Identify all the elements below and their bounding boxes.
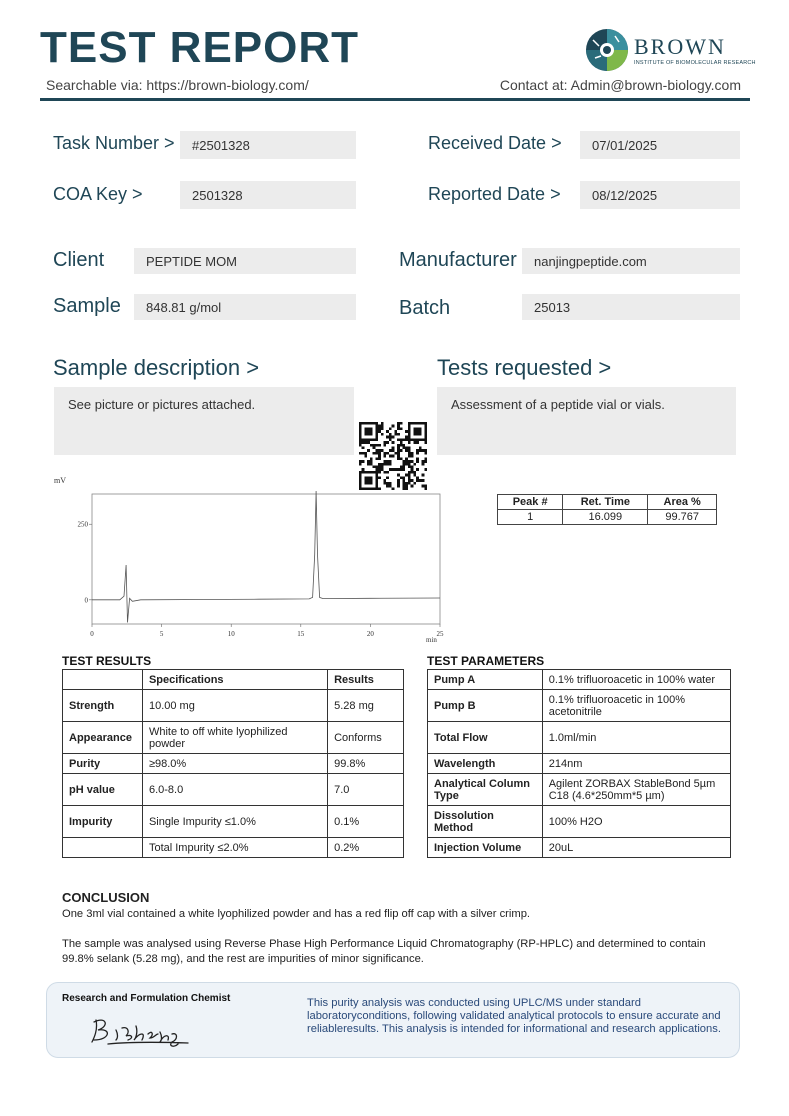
- brand-tagline: INSTITUTE OF BIOMOLECULAR RESEARCH: [634, 60, 756, 66]
- y-axis-label: mV: [54, 476, 66, 485]
- signature-image: [88, 1012, 198, 1050]
- footer-disclaimer: This purity analysis was conducted using UPLC/MS under standard laboratoryconditions, following validated analytical protocols to ensure accurate and reliableresults. This analysis is intended for informational and research applications.: [307, 997, 721, 1035]
- brown-logo-icon: [585, 28, 629, 72]
- peak-header: Peak #: [498, 495, 563, 510]
- header-cell: [63, 670, 143, 690]
- header-cell: Results: [328, 670, 404, 690]
- table-row: [63, 670, 404, 690]
- table-row: [428, 754, 731, 774]
- batch-value: 25013: [522, 294, 740, 320]
- result-label-cell: pH value: [63, 774, 143, 806]
- ret-time-header: Ret. Time: [563, 495, 648, 510]
- sample-description-heading: Sample description >: [53, 355, 260, 380]
- test-parameters-wrapper: [427, 669, 731, 858]
- chromatogram-series-line: [92, 491, 440, 623]
- param-value-cell: 1.0ml/min: [542, 722, 730, 754]
- result-cell: 0.2%: [328, 838, 404, 858]
- test-parameters-table: [427, 669, 731, 858]
- peak-table: [497, 494, 717, 525]
- spec-cell: Total Impurity ≤2.0%: [142, 838, 327, 858]
- param-value-cell: 100% H2O: [542, 806, 730, 838]
- plot-frame: [92, 494, 440, 624]
- result-label-cell: Purity: [63, 754, 143, 774]
- x-tick-label: 0: [90, 630, 94, 638]
- conclusion-line-2: The sample was analysed using Reverse Phase High Performance Liquid Chromatography (RP-HPLC) and determined to contain 99.8% selank (5.28 mg), and the rest are impurities of minor significance.: [62, 938, 706, 965]
- chromatogram-chart: [40, 470, 450, 645]
- param-value-cell: 0.1% trifluoroacetic in 100% acetonitrile: [542, 690, 730, 722]
- header-cell: Specifications: [142, 670, 327, 690]
- sample-description-text: See picture or pictures attached.: [68, 397, 256, 412]
- tests-requested-text: Assessment of a peptide vial or vials.: [451, 397, 665, 412]
- peak-table-wrapper: [497, 494, 717, 525]
- x-tick-label: 25: [436, 630, 444, 638]
- table-row: [63, 690, 404, 722]
- x-tick-label: 20: [366, 630, 374, 638]
- table-row: [63, 838, 404, 858]
- result-cell: 7.0: [328, 774, 404, 806]
- param-value-cell: Agilent ZORBAX StableBond 5µm C18 (4.6*250mm*5 µm): [542, 774, 730, 806]
- table-row: [428, 774, 731, 806]
- received-date-label: Received Date >: [428, 133, 562, 153]
- task-number-value: #2501328: [180, 131, 356, 159]
- param-value-cell: 0.1% trifluoroacetic in 100% water: [542, 670, 730, 690]
- area-percent-header: Area %: [648, 495, 717, 510]
- table-row: [63, 806, 404, 838]
- param-label-cell: Pump A: [428, 670, 543, 690]
- tests-requested-box: [437, 387, 736, 455]
- contact-email-text[interactable]: Contact at: Admin@brown-biology.com: [499, 77, 741, 93]
- table-row: [428, 838, 731, 858]
- result-cell: Conforms: [328, 722, 404, 754]
- manufacturer-value: nanjingpeptide.com: [522, 248, 740, 274]
- report-title: TEST REPORT: [40, 23, 360, 72]
- peak-number-cell: 1: [498, 510, 563, 525]
- param-label-cell: Total Flow: [428, 722, 543, 754]
- task-number-label: Task Number >: [53, 133, 175, 153]
- param-label-cell: Wavelength: [428, 754, 543, 774]
- table-row: [63, 774, 404, 806]
- manufacturer-label: Manufacturer: [399, 249, 517, 271]
- conclusion-line-1: One 3ml vial contained a white lyophilized powder and has a red flip off cap with a silver crimp.: [62, 908, 531, 920]
- table-row: [428, 690, 731, 722]
- result-label-cell: Strength: [63, 690, 143, 722]
- test-results-table: [62, 669, 404, 858]
- result-cell: 99.8%: [328, 754, 404, 774]
- result-cell: 0.1%: [328, 806, 404, 838]
- tests-requested-heading: Tests requested >: [437, 355, 612, 380]
- param-label-cell: Dissolution Method: [428, 806, 543, 838]
- coa-key-label: COA Key >: [53, 184, 143, 204]
- param-value-cell: 20uL: [542, 838, 730, 858]
- table-row: [63, 722, 404, 754]
- header-divider: [40, 98, 750, 101]
- table-row: [498, 510, 717, 525]
- sample-description-box: [54, 387, 354, 455]
- table-row: [63, 754, 404, 774]
- test-parameters-title: TEST PARAMETERS: [427, 654, 545, 668]
- result-label-cell: Appearance: [63, 722, 143, 754]
- y-tick-label: 0: [84, 596, 88, 605]
- x-tick-label: 15: [297, 630, 305, 638]
- table-row: [428, 722, 731, 754]
- spec-cell: ≥98.0%: [142, 754, 327, 774]
- client-value: PEPTIDE MOM: [134, 248, 356, 274]
- param-label-cell: Injection Volume: [428, 838, 543, 858]
- param-label-cell: Pump B: [428, 690, 543, 722]
- ret-time-cell: 16.099: [563, 510, 648, 525]
- x-tick-label: 10: [227, 630, 235, 638]
- table-row: [428, 806, 731, 838]
- test-results-title: TEST RESULTS: [62, 654, 152, 668]
- spec-cell: White to off white lyophilized powder: [142, 722, 327, 754]
- result-label-cell: Impurity: [63, 806, 143, 838]
- searchable-link-text[interactable]: Searchable via: https://brown-biology.com/: [46, 77, 309, 93]
- conclusion-heading: CONCLUSION: [62, 890, 150, 905]
- result-label-cell: [63, 838, 143, 858]
- client-label: Client: [53, 249, 105, 271]
- x-tick-label: 5: [159, 630, 164, 638]
- param-label-cell: Analytical Column Type: [428, 774, 543, 806]
- x-axis-label: min: [426, 636, 437, 644]
- chemist-title: Research and Formulation Chemist: [62, 993, 231, 1004]
- reported-date-label: Reported Date >: [428, 184, 561, 204]
- area-percent-cell: 99.767: [648, 510, 717, 525]
- brand-name: BROWN: [634, 34, 726, 59]
- reported-date-value: 08/12/2025: [580, 181, 740, 209]
- spec-cell: 10.00 mg: [142, 690, 327, 722]
- sample-label: Sample: [53, 295, 121, 317]
- test-results-wrapper: [62, 669, 404, 858]
- result-cell: 5.28 mg: [328, 690, 404, 722]
- received-date-value: 07/01/2025: [580, 131, 740, 159]
- param-value-cell: 214nm: [542, 754, 730, 774]
- table-row: [428, 670, 731, 690]
- spec-cell: 6.0-8.0: [142, 774, 327, 806]
- coa-key-value: 2501328: [180, 181, 356, 209]
- y-tick-label: 250: [77, 520, 88, 529]
- spec-cell: Single Impurity ≤1.0%: [142, 806, 327, 838]
- sample-value: 848.81 g/mol: [134, 294, 356, 320]
- batch-label: Batch: [399, 297, 451, 319]
